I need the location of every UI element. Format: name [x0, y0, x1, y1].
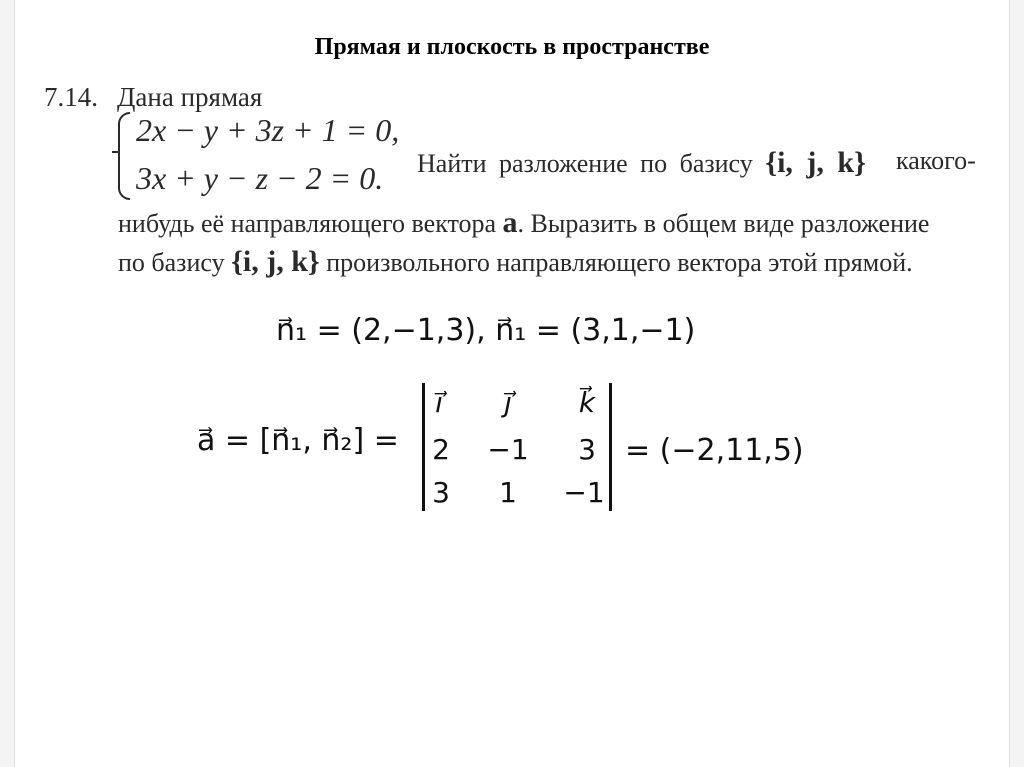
- system-brace-tip: [112, 151, 120, 153]
- task-line-1-text: Найти разложение по базису: [417, 149, 753, 178]
- basis-set: {i, j, k}: [765, 146, 866, 179]
- slide-frame-left: [0, 0, 15, 767]
- task-line-2-text: нибудь её направляющего вектора: [118, 209, 497, 238]
- task-line-3: [118, 245, 913, 279]
- matrix-cell-k: k⃗: [578, 386, 596, 419]
- matrix-cell-r3c2: 1: [499, 476, 517, 509]
- problem-number: 7.14.: [44, 82, 98, 112]
- normal-vectors: n⃗₁ = (2,−1,3), n⃗₁ = (3,1,−1): [276, 313, 696, 348]
- task-line-3-text: по базису: [118, 248, 225, 277]
- system-equation-2: 3x + y − z − 2 = 0.: [136, 160, 384, 196]
- task-line-1-end: какого-: [896, 146, 976, 175]
- task-line-2-tail: . Выразить в общем виде разложение: [517, 209, 930, 238]
- problem-intro: Дана прямая: [117, 82, 263, 112]
- system-equation-1: 2x − y + 3z + 1 = 0,: [136, 112, 400, 148]
- cross-product-lhs: a⃗ = [n⃗₁, n⃗₂] =: [197, 423, 399, 458]
- cross-product-result: = (−2,11,5): [625, 433, 804, 468]
- matrix-cell-r2c1: 2: [432, 433, 450, 466]
- matrix-cell-i: i⃗: [435, 386, 443, 419]
- task-line-1: [417, 146, 866, 180]
- direction-vector-symbol: a: [502, 206, 518, 239]
- task-line-3-tail: произвольного направляющего вектора этой прямой.: [326, 248, 913, 277]
- matrix-cell-r3c3: −1: [563, 476, 605, 509]
- basis-set-2: {i, j, k}: [231, 245, 320, 278]
- matrix-cell-r3c1: 3: [432, 476, 450, 509]
- matrix-cell-r2c3: 3: [578, 433, 596, 466]
- matrix-cell-j: j⃗: [504, 386, 512, 419]
- task-line-2: [118, 206, 929, 240]
- system-brace: [118, 112, 130, 200]
- matrix-cell-r2c2: −1: [487, 433, 529, 466]
- slide-frame-right: [1009, 0, 1024, 767]
- slide-title: Прямая и плоскость в пространстве: [314, 34, 710, 60]
